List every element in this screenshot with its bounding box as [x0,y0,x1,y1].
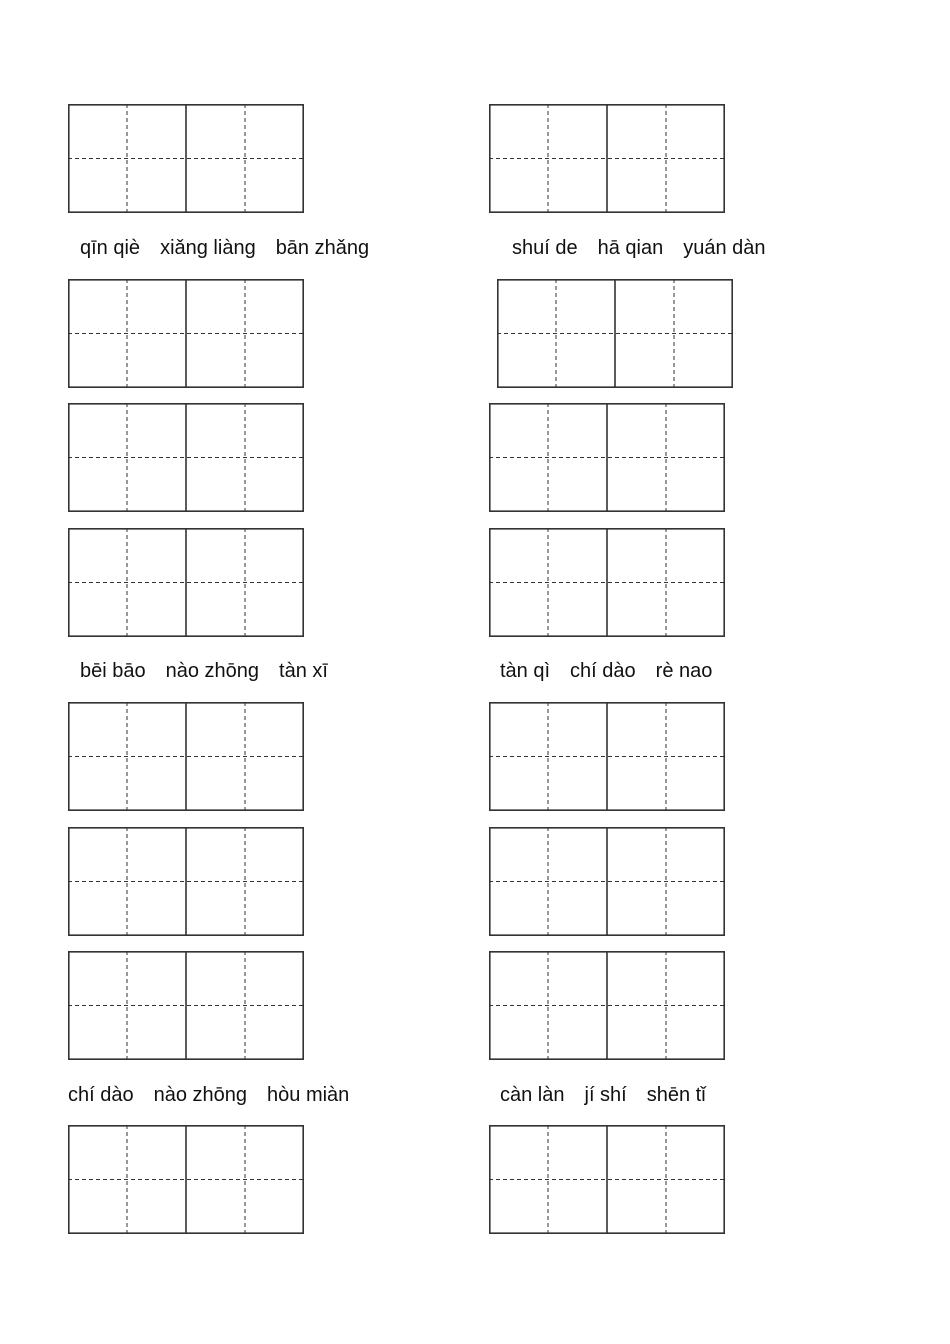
writing-grid[interactable] [68,279,304,388]
pinyin-word: shuí de [512,237,578,259]
pinyin-word: bēi bāo [80,660,146,682]
pinyin-word: càn làn [500,1084,565,1106]
pinyin-word: shēn tǐ [646,1084,706,1106]
pinyin-line [500,657,732,685]
writing-grid[interactable] [68,528,304,637]
pinyin-word: rè nao [655,660,713,682]
writing-grid[interactable] [489,827,725,936]
pinyin-word: xiǎng liàng [160,237,256,259]
writing-grid[interactable] [489,951,725,1060]
writing-grid[interactable] [68,827,304,936]
writing-grid[interactable] [489,702,725,811]
writing-grid[interactable] [497,279,733,388]
pinyin-word: jí shí [584,1084,627,1106]
writing-grid[interactable] [489,528,725,637]
pinyin-word: tàn xī [279,660,328,682]
pinyin-word: tàn qì [500,660,551,682]
pinyin-line [80,657,348,685]
pinyin-line [512,234,786,262]
pinyin-word: nào zhōng [165,660,260,682]
pinyin-word: chí dào [68,1084,134,1106]
writing-grid[interactable] [68,1125,304,1234]
writing-grid[interactable] [68,951,304,1060]
writing-grid[interactable] [68,403,304,512]
pinyin-word: hòu miàn [267,1084,350,1106]
writing-grid[interactable] [489,403,725,512]
writing-grid[interactable] [68,104,304,213]
pinyin-line [80,234,389,262]
writing-grid[interactable] [68,702,304,811]
pinyin-word: yuán dàn [683,237,766,259]
writing-grid[interactable] [489,1125,725,1234]
pinyin-word: bān zhǎng [275,237,370,259]
pinyin-line [500,1081,726,1109]
pinyin-word: qīn qiè [80,237,141,259]
pinyin-word: nào zhōng [153,1084,248,1106]
pinyin-word: hā qian [597,237,664,259]
writing-grid[interactable] [489,104,725,213]
pinyin-word: chí dào [570,660,636,682]
pinyin-line [68,1081,369,1109]
